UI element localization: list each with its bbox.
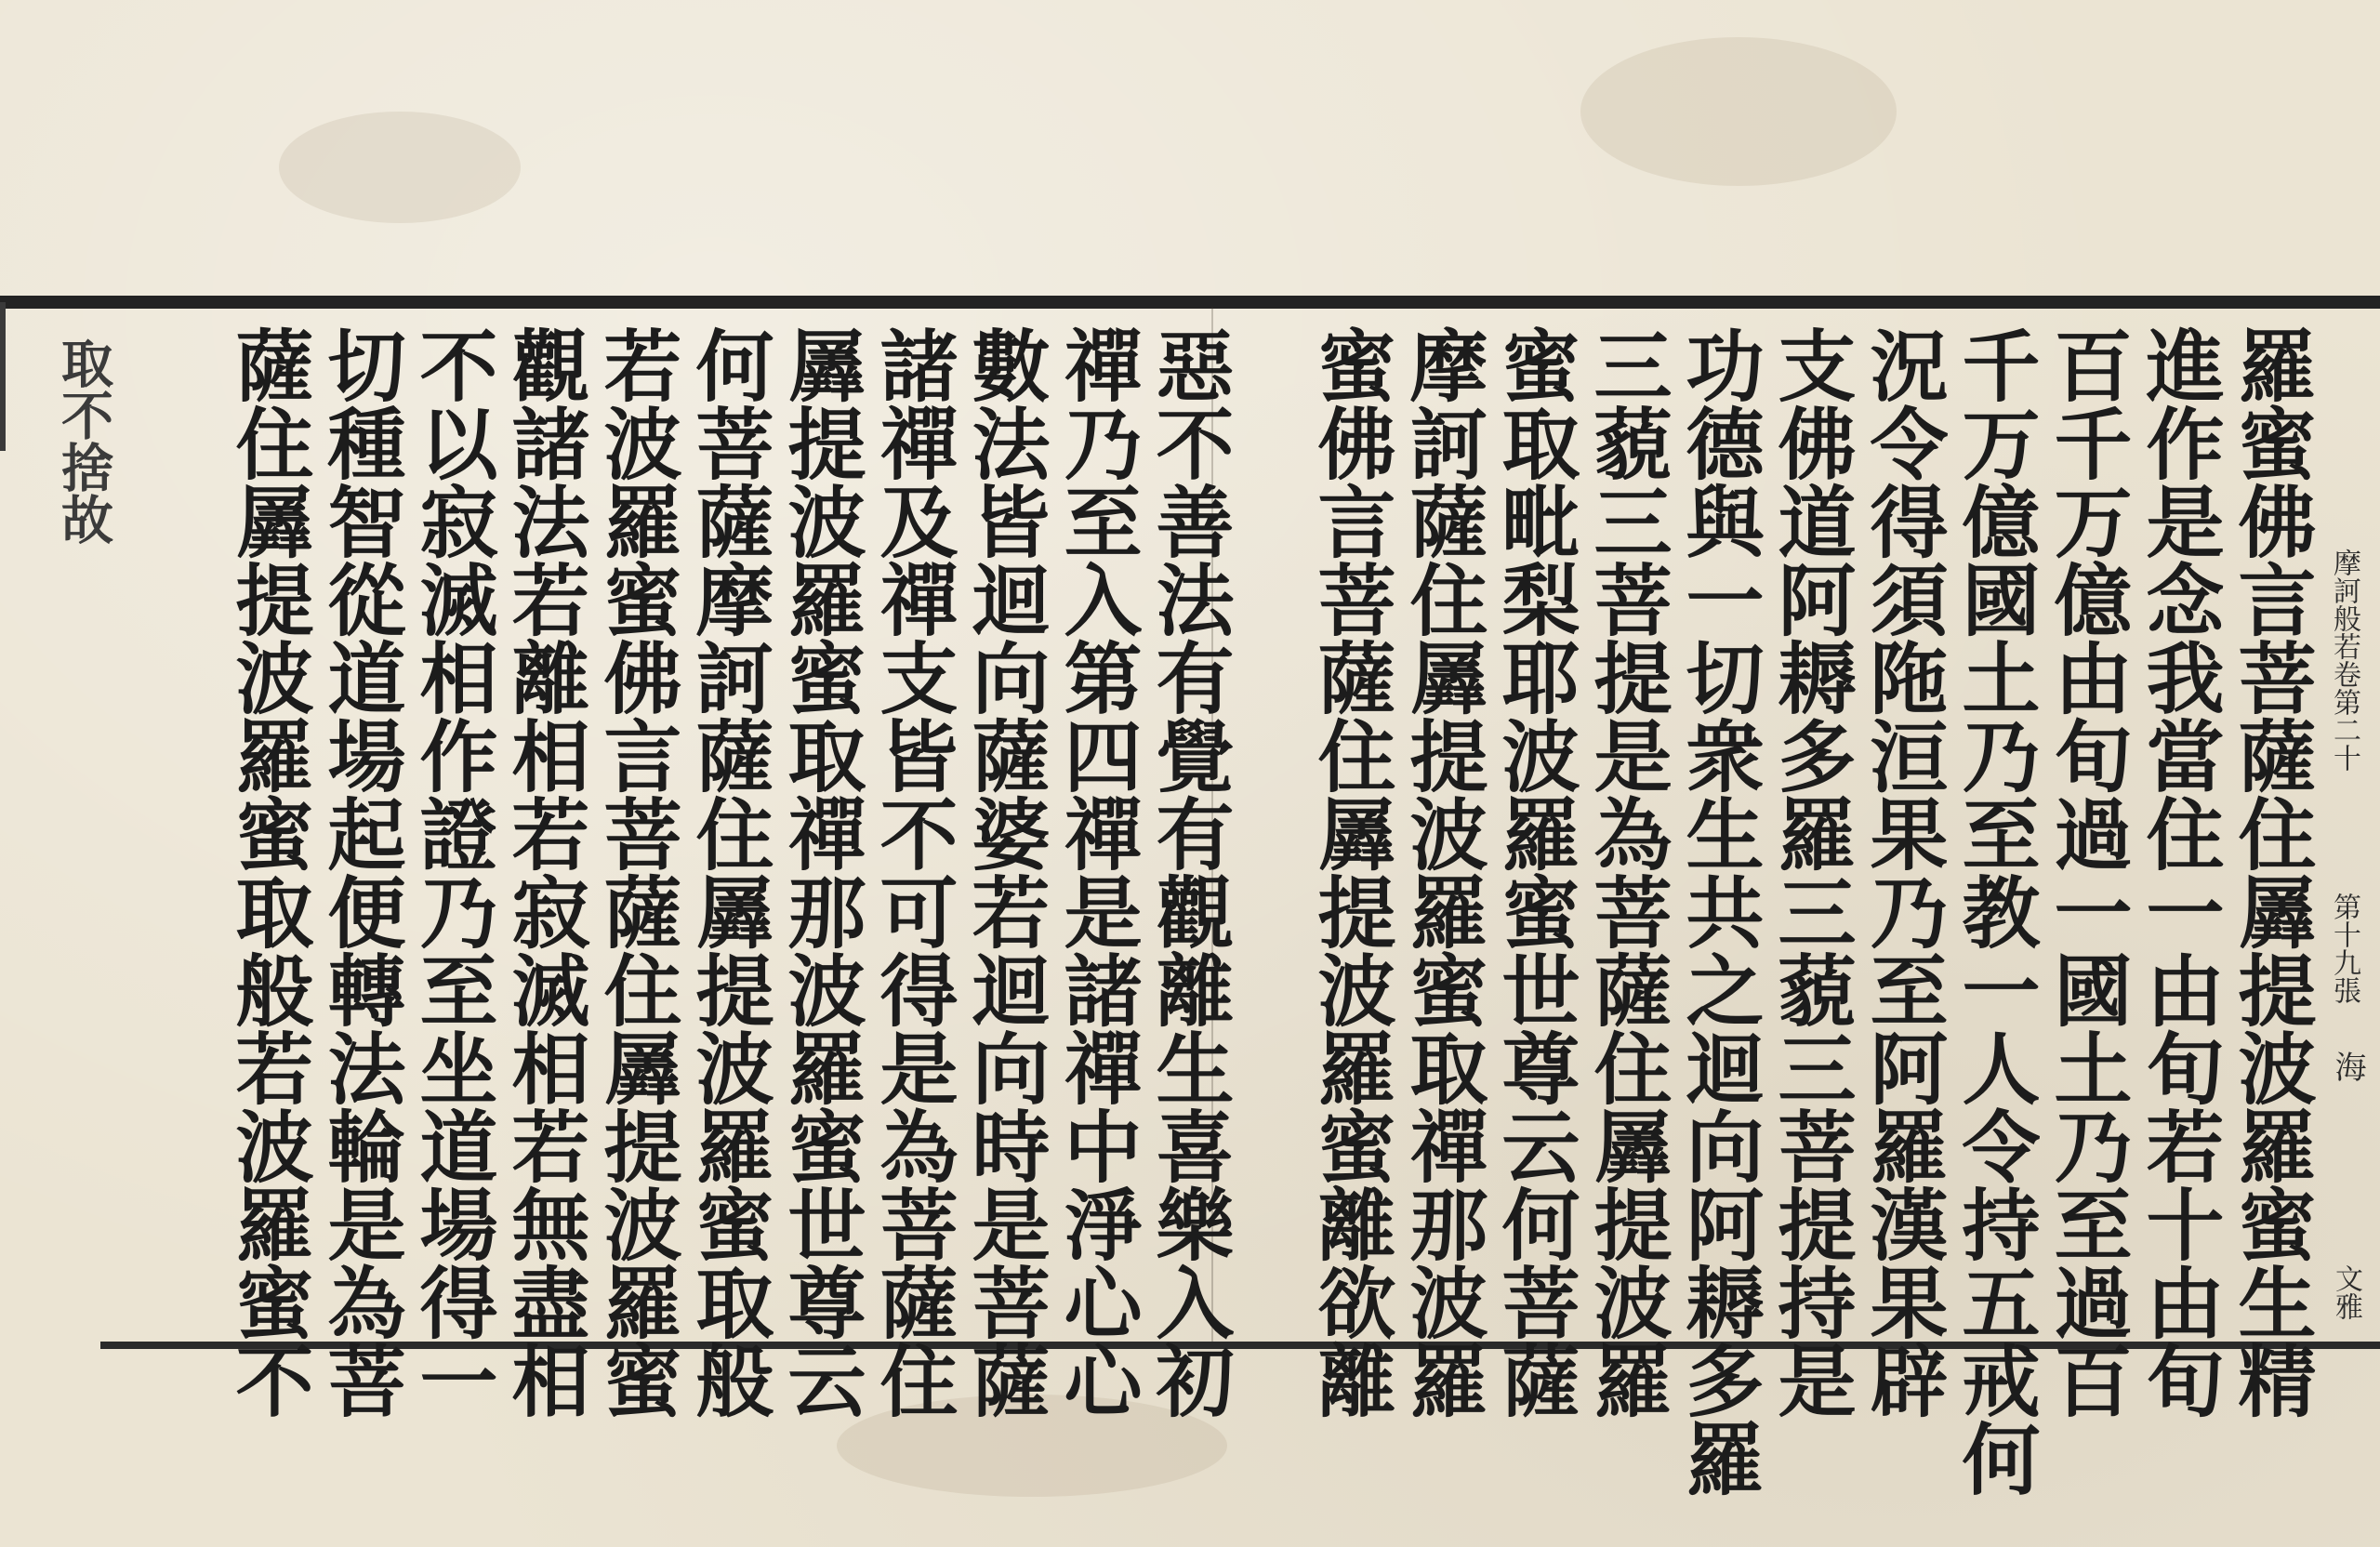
text-column-18: 若波羅蜜佛言菩薩住羼提波羅蜜 bbox=[591, 325, 683, 1419]
text-column-14: 數法皆迴向薩婆若迴向時是菩薩 bbox=[959, 325, 1051, 1419]
margin-sheet-number: 第十九張 bbox=[2328, 892, 2360, 1004]
top-border-rule bbox=[0, 296, 2380, 309]
text-column-12: 惡不善法有覺有觀離生喜樂入初 bbox=[1144, 325, 1236, 1419]
text-column-5: 況令得須陁洹果乃至阿羅漢果辟 bbox=[1858, 325, 1950, 1419]
text-column-22: 薩住羼提波羅蜜取般若波羅蜜不 bbox=[223, 325, 315, 1419]
left-border-fragment bbox=[0, 302, 6, 451]
text-column-10: 摩訶薩住羼提波羅蜜取禪那波羅 bbox=[1397, 325, 1489, 1419]
text-column-1: 羅蜜佛言菩薩住羼提波羅蜜生精 bbox=[2226, 325, 2318, 1419]
margin-mark: 海 bbox=[2329, 1051, 2366, 1082]
paper-stain bbox=[1580, 37, 1897, 186]
text-column-3: 百千万億由旬過一國土乃至過百 bbox=[2042, 325, 2134, 1419]
text-column-15: 諸禪及禪支皆不可得是為菩薩住 bbox=[867, 325, 959, 1419]
text-column-21: 切種智從道場起便轉法輪是為菩 bbox=[315, 325, 407, 1419]
margin-sutra-title: 摩訶般若卷第二十 bbox=[2328, 549, 2360, 772]
text-column-20: 不以寂滅相作證乃至坐道場得一 bbox=[407, 325, 499, 1419]
text-column-8: 三藐三菩提是為菩薩住羼提波羅 bbox=[1581, 325, 1673, 1419]
text-column-9: 蜜取毗梨耶波羅蜜世尊云何菩薩 bbox=[1489, 325, 1581, 1419]
text-column-2: 進作是念我當住一由旬若十由旬 bbox=[2134, 325, 2226, 1419]
text-column-6: 支佛道阿耨多羅三藐三菩提持是 bbox=[1765, 325, 1858, 1419]
text-column-11: 蜜佛言菩薩住羼提波羅蜜離欲離 bbox=[1305, 325, 1397, 1419]
text-column-19: 觀諸法若離相若寂滅相若無盡相 bbox=[499, 325, 591, 1419]
text-column-13: 禪乃至入第四禪是諸禪中淨心心 bbox=[1051, 325, 1144, 1419]
text-column-23: 取不捨故 bbox=[53, 337, 114, 545]
text-column-16: 羼提波羅蜜取禪那波羅蜜世尊云 bbox=[775, 325, 867, 1419]
text-column-4: 千万億國土乃至教一人令持五戒何 bbox=[1950, 325, 2042, 1497]
paper-stain bbox=[279, 112, 521, 223]
text-column-7: 功德與一切衆生共之迴向阿耨多羅 bbox=[1673, 325, 1765, 1497]
margin-carver-name: 文雅 bbox=[2330, 1264, 2362, 1320]
text-column-17: 何菩薩摩訶薩住羼提波羅蜜取般 bbox=[683, 325, 775, 1419]
